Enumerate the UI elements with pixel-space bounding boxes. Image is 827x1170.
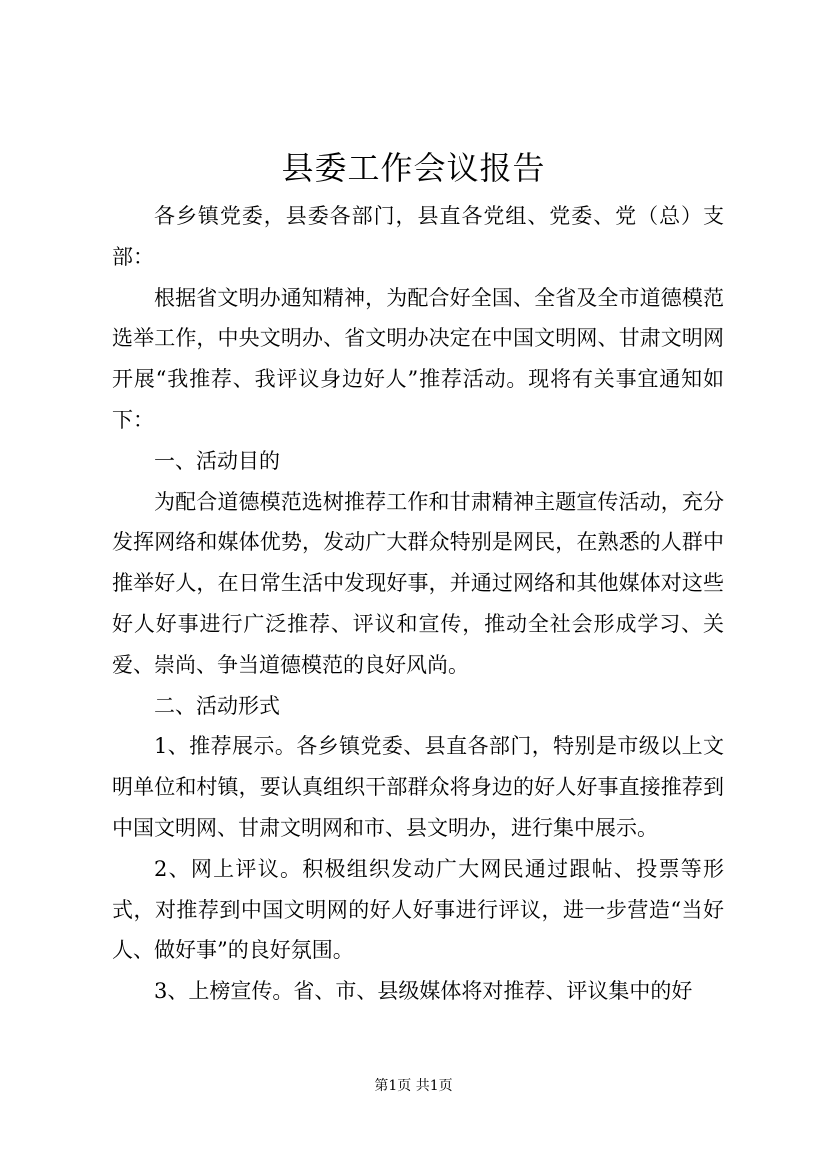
intro-paragraph: 根据省文明办通知精神，为配合好全国、全省及全市道德模范选举工作，中央文明办、省文明办决定在中国文明网、甘肃文明网开展“我推荐、我评议身边好人”推荐活动。现将有关事宜通知如下：	[112, 285, 724, 432]
document-title: 县委工作会议报告	[281, 149, 546, 187]
document-body	[112, 196, 724, 1012]
form-item-3-paragraph: 3、上榜宣传。省、市、县级媒体将对推荐、评议集中的好	[154, 979, 693, 1004]
section-heading-purpose: 一、活动目的	[154, 448, 280, 473]
form-item-1-paragraph: 1、推荐展示。各乡镇党委、县直各部门，特别是市级以上文明单位和村镇，要认真组织干部群众将身边的好人好事直接推荐到中国文明网、甘肃文明网和市、县文明办，进行集中展示。	[112, 734, 724, 840]
page-number-footer: 第1页 共1页	[374, 1078, 453, 1094]
salutation-paragraph: 各乡镇党委，县委各部门，县直各党组、党委、党（总）支部：	[112, 204, 724, 269]
purpose-paragraph: 为配合道德模范选树推荐工作和甘肃精神主题宣传活动，充分发挥网络和媒体优势，发动广大群众特别是网民，在熟悉的人群中推举好人，在日常生活中发现好事，并通过网络和其他媒体对这些好人好事进行广泛推荐、评议和宣传，推动全社会形成学习、关爱、崇尚、争当道德模范的良好风尚。	[112, 489, 724, 677]
form-item-2-paragraph: 2、网上评议。积极组织发动广大网民通过跟帖、投票等形式，对推荐到中国文明网的好人好事进行评议，进一步营造“当好人、做好事”的良好氛围。	[112, 856, 724, 963]
section-heading-form: 二、活动形式	[154, 693, 280, 718]
